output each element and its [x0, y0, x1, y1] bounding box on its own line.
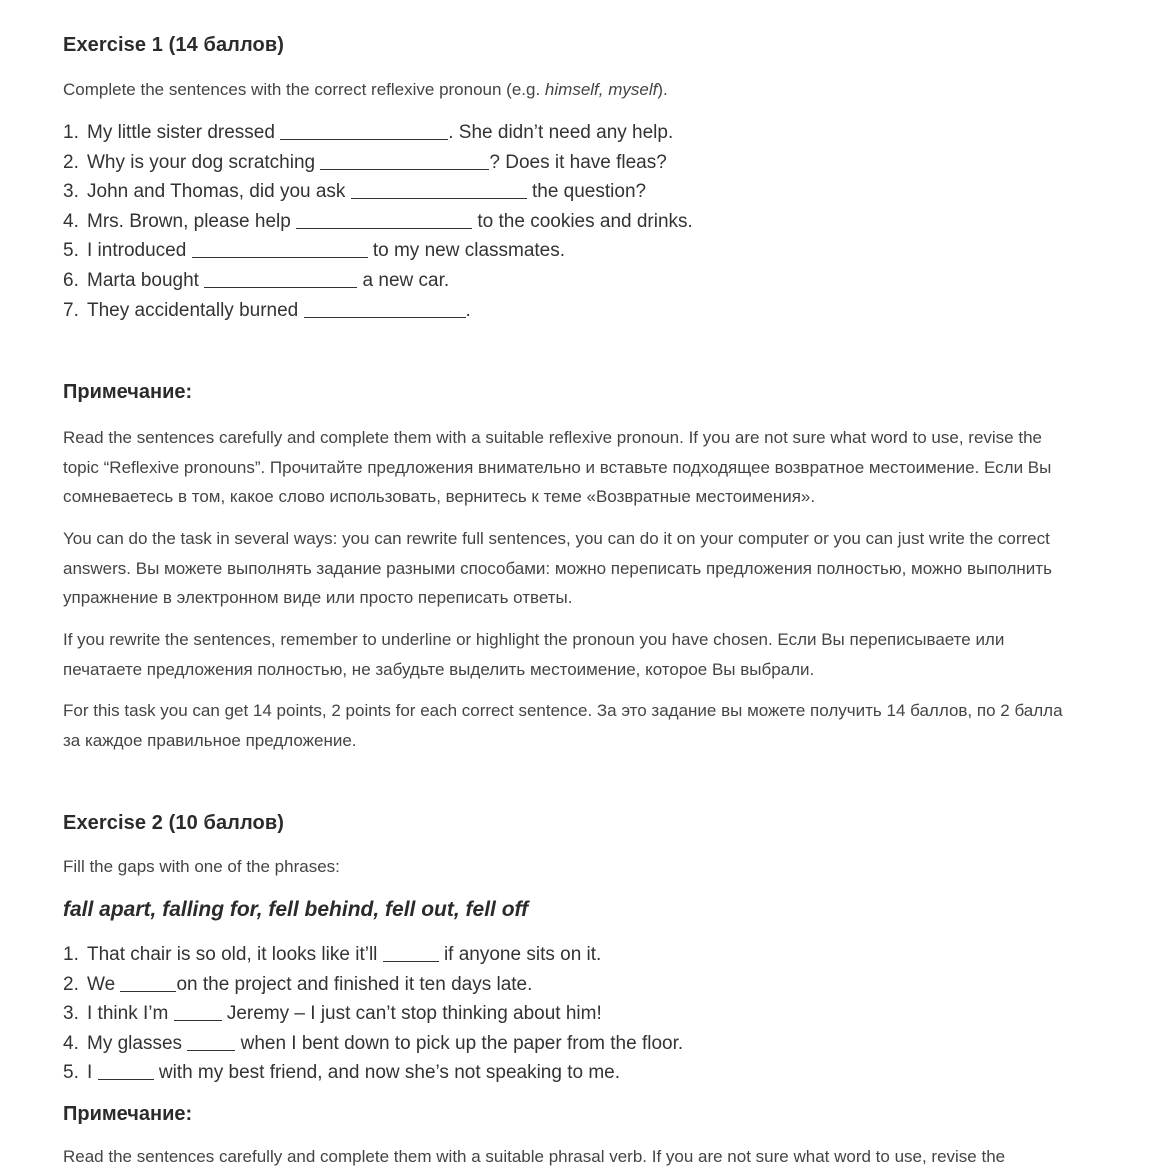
item-number: 4.	[63, 1032, 79, 1054]
item-text-before: They accidentally burned	[87, 299, 304, 321]
list-item	[63, 970, 683, 1000]
list-item	[63, 177, 693, 207]
item-text-before: I think I’m	[87, 1003, 174, 1025]
list-item	[63, 1058, 683, 1088]
answer-blank[interactable]	[320, 149, 489, 170]
list-item	[63, 999, 683, 1029]
exercise-1-instruction	[63, 80, 668, 100]
item-text-before: Mrs. Brown, please help	[87, 210, 297, 232]
item-text-before: We	[87, 973, 121, 995]
item-text-after: .	[465, 299, 471, 321]
list-item	[63, 296, 693, 326]
phrase-list: fall apart, falling for, fell behind, fell out, fell off	[63, 898, 529, 921]
answer-blank[interactable]	[120, 971, 176, 992]
item-number: 2.	[63, 973, 79, 995]
item-text-before: My glasses	[87, 1032, 188, 1054]
instruction-example: himself, myself	[544, 80, 658, 99]
item-number: 3.	[63, 1003, 79, 1025]
list-item	[63, 940, 683, 970]
note-paragraph: Read the sentences carefully and complete them with a suitable reflexive pronoun. If you are not sure what word to use, revise the topic “Reflexive pronouns”. Прочитайте предложения внимательно и вставьте подходящее возвратное местоимение. Если Вы сомневаетесь в том, какое слово использовать, вернитесь к теме «Возвратные местоимения».	[63, 428, 1052, 507]
note-paragraph: For this task you can get 14 points, 2 points for each correct sentence. За это задание вы можете получить 14 баллов, по 2 балла за каждое правильное предложение.	[63, 701, 1063, 750]
item-text-after: Jeremy – I just can’t stop thinking about him!	[221, 1003, 602, 1025]
instruction-text: Complete the sentences with the correct reflexive pronoun (e.g.	[63, 80, 545, 99]
item-text-after: if anyone sits on it.	[438, 944, 602, 965]
list-item	[63, 1029, 683, 1059]
item-text-before: I	[87, 1062, 98, 1084]
list-item	[63, 207, 693, 237]
exercise-2-instruction: Fill the gaps with one of the phrases:	[63, 857, 340, 876]
answer-blank[interactable]	[98, 1059, 154, 1080]
list-item	[63, 236, 693, 266]
item-text-after: to the cookies and drinks.	[472, 210, 693, 232]
item-number: 5.	[63, 240, 79, 262]
item-number: 3.	[63, 181, 79, 203]
note-paragraph: If you rewrite the sentences, remember to underline or highlight the pronoun you have chosen. Если Вы переписываете или печатаете предложения полностью, не забудьте выделить местоимение, которое Вы выбрали.	[63, 630, 1005, 679]
item-text-before: I introduced	[87, 240, 192, 262]
item-text-before: Why is your dog scratching	[87, 151, 321, 173]
list-item	[63, 118, 693, 148]
answer-blank[interactable]	[383, 941, 439, 962]
item-number: 7.	[63, 299, 79, 321]
item-text-after: with my best friend, and now she’s not speaking to me.	[153, 1062, 621, 1084]
item-text-after: the question?	[526, 181, 647, 203]
item-text-after: on the project and finished it ten days late.	[176, 973, 533, 995]
list-item	[63, 148, 693, 178]
item-text-after: to my new classmates.	[367, 240, 566, 262]
note-title: Примечание:	[63, 381, 193, 403]
note-paragraph: Read the sentences carefully and complete them with a suitable phrasal verb. If you are not sure what word to use, revise the	[63, 1147, 1006, 1166]
item-text-before: Marta bought	[87, 269, 205, 291]
item-text-after: a new car.	[357, 269, 450, 291]
item-number: 2.	[63, 151, 79, 173]
instruction-suffix: ).	[657, 80, 668, 99]
item-text-after: when I bent down to pick up the paper from the floor.	[235, 1032, 684, 1054]
item-text-before: John and Thomas, did you ask	[87, 181, 351, 203]
item-number: 6.	[63, 269, 79, 291]
answer-blank[interactable]	[280, 119, 448, 140]
item-text-before: My little sister dressed	[87, 122, 281, 143]
answer-blank[interactable]	[204, 267, 357, 288]
answer-blank[interactable]	[304, 297, 466, 318]
answer-blank[interactable]	[296, 208, 472, 229]
list-item	[63, 266, 693, 296]
item-number: 5.	[63, 1062, 79, 1084]
exercise-2-title: Exercise 2 (10 баллов)	[63, 812, 284, 834]
exercise-1-title: Exercise 1 (14 баллов)	[63, 34, 284, 56]
item-number: 4.	[63, 210, 79, 232]
exercise-1-list	[63, 118, 693, 325]
note-paragraph: You can do the task in several ways: you can rewrite full sentences, you can do it on your computer or you can just write the correct answers. Вы можете выполнять задание разными способами: можно переписать предложения полностью, можно выполнить упражнение в электронном виде или просто переписать ответы.	[63, 529, 1052, 608]
item-text-before: That chair is so old, it looks like it’ll	[87, 944, 383, 965]
item-text-after: . She didn’t need any help.	[448, 122, 674, 143]
answer-blank[interactable]	[192, 237, 368, 258]
exercise-2-list	[63, 940, 683, 1088]
item-number: 1.	[63, 944, 79, 965]
note-title: Примечание:	[63, 1103, 193, 1125]
answer-blank[interactable]	[174, 1000, 222, 1021]
item-number: 1.	[63, 122, 79, 143]
item-text-after: ? Does it have fleas?	[489, 151, 667, 173]
answer-blank[interactable]	[187, 1030, 235, 1051]
answer-blank[interactable]	[351, 178, 527, 199]
